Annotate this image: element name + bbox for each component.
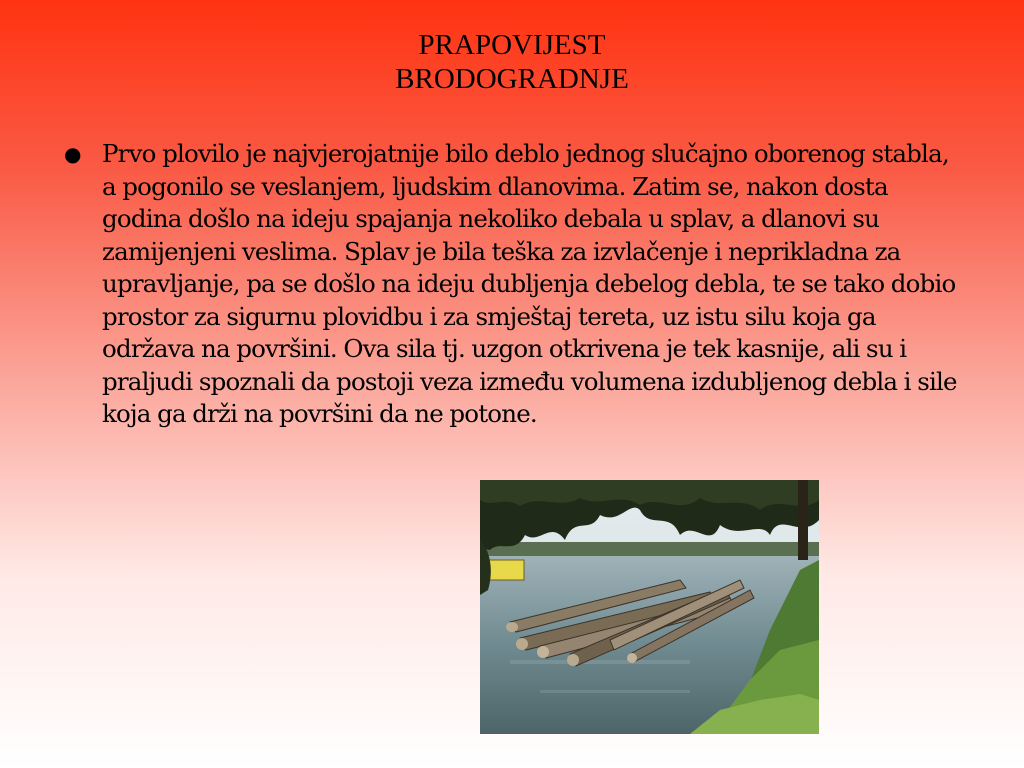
slide-title-line-2: BRODOGRADNJE [395, 63, 629, 95]
bullet-list [64, 138, 964, 431]
bullet-text: Prvo plovilo je najvjerojatnije bilo deblo jednog slučajno oborenog stabla, a pogonilo se veslanjem, ljudskim dlanovima. Zatim se, nakon dosta godina došlo na ideju spajanja nekoliko debala u splav, a dlanovi su zamijenjeni veslima. Splav je bila teška za izvlačenje i neprikladna za upravljanje, pa se došlo na ideju dubljenja debelog debla, te se tako dobio prostor za sigurnu plovidbu i za smještaj tereta, uz istu silu koja ga održava na površini. Ova sila tj. uzgon otkrivena je tek kasnije, ali su i praljudi spoznali da postoji veza između volumena izdubljenog debla i sile koja ga drži na površini da ne potone. [102, 139, 957, 428]
bullet-item [64, 138, 964, 431]
slide-title [0, 28, 1024, 96]
bullet-icon: ● [64, 142, 81, 166]
slide-title-line-1: PRAPOVIJEST [418, 29, 606, 61]
log-raft-photo [480, 480, 819, 734]
